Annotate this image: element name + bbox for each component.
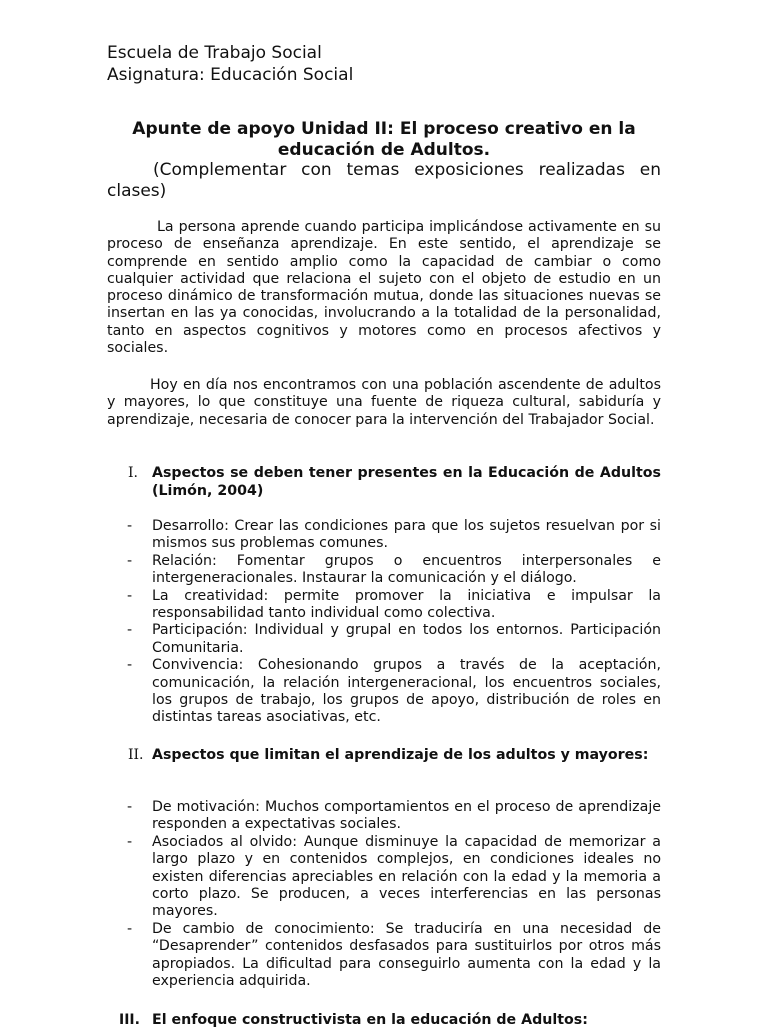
section-number-1: I. (128, 465, 138, 481)
list-item-text: De motivación: Muchos comportamientos en el proceso de aprendizaje responden a expectativas sociales. (152, 799, 661, 833)
list-item (107, 518, 661, 553)
list-item-text: Asociados al olvido: Aunque disminuye la capacidad de memorizar a largo plazo y en contenidos complejos, en condiciones ideales no existen diferencias apreciables en relación con la edad y la memoria a corto plazo. Se producen, a veces interferencias en las personas mayores. (152, 833, 661, 920)
list-item (107, 657, 661, 727)
list-dash: - (127, 920, 133, 937)
list-item-text: Participación: Individual y grupal en todos los entornos. Participación Comunitaria. (152, 622, 661, 656)
list-item-text: La creatividad: permite promover la iniciativa e impulsar la responsabilidad tanto individual como colectiva. (152, 587, 661, 622)
document-header (107, 42, 353, 86)
list-item-text: De cambio de conocimiento: Se traduciría en una necesidad de “Desaprender” contenidos desfasados para sustituirlos por otros más apropiados. La dificultad para conseguirlo aumenta con la edad y la experiencia adquirida. (152, 920, 661, 990)
section-title-3: El enfoque constructivista en la educación de Adultos: (152, 1012, 588, 1028)
paragraph-1 (107, 219, 661, 357)
list-item (107, 553, 661, 588)
paragraph-1-text: La persona aprende cuando participa implicándose activamente en su proceso de enseñanza aprendizaje. En este sentido, el aprendizaje se comprende en sentido amplio como la capacidad de cambiar o como cualquier actividad que relaciona el sujeto con el objeto de estudio en un proceso dinámico de transformación mutua, donde las situaciones nuevas se insertan en las ya conocidas, involucrando a la totalidad de la personalidad, tanto en aspectos cognitivos y motores como en procesos afectivos y sociales. (107, 219, 661, 357)
list-dash: - (127, 799, 133, 815)
paragraph-2 (107, 377, 661, 429)
course-name: Asignatura: Educación Social (107, 65, 354, 85)
section-title-2: Aspectos que limitan el aprendizaje de los adultos y mayores: (152, 747, 649, 763)
paragraph-2-text: Hoy en día nos encontramos con una población ascendente de adultos y mayores, lo que constituye una fuente de riqueza cultural, sabiduría y aprendizaje, necesaria de conocer para la intervención del Trabajador Social. (107, 377, 661, 428)
list-item-text: Relación: Fomentar grupos o encuentros interpersonales e intergeneracionales. Instaurar la comunicación y el diálogo. (152, 552, 661, 587)
document-title (107, 119, 661, 161)
list-dash: - (127, 622, 133, 639)
list-item (107, 588, 661, 623)
list-item (107, 834, 661, 921)
title-line-1: Apunte de apoyo Unidad II: El proceso creativo en la (132, 119, 636, 139)
list-item-text: Convivencia: Cohesionando grupos a través de la aceptación, comunicación, la relación intergeneracional, los encuentros sociales, los grupos de trabajo, los grupos de apoyo, distribución de roles en distintas tareas asociativas, etc. (152, 657, 661, 726)
list-item (107, 799, 661, 834)
school-name: Escuela de Trabajo Social (107, 43, 322, 63)
list-item (107, 921, 661, 991)
section-number-3: III. (119, 1012, 140, 1028)
list-dash: - (127, 587, 133, 604)
document-subtitle (107, 160, 661, 202)
list-dash: - (127, 833, 133, 850)
list-dash: - (127, 518, 133, 534)
list-dash: - (127, 552, 133, 569)
subtitle-text: (Complementar con temas exposiciones realizadas en clases) (107, 160, 661, 201)
list-dash: - (127, 657, 133, 674)
section-1-list (107, 518, 661, 727)
list-item (107, 622, 661, 657)
list-item-text: Desarrollo: Crear las condiciones para que los sujetos resuelvan por si mismos sus problemas comunes. (152, 518, 661, 552)
title-line-2: educación de Adultos. (277, 140, 491, 160)
section-2-list (107, 799, 661, 990)
section-title-1: Aspectos se deben tener presentes en la Educación de Adultos (Limón, 2004) (152, 465, 661, 499)
section-number-2: II. (128, 747, 144, 763)
